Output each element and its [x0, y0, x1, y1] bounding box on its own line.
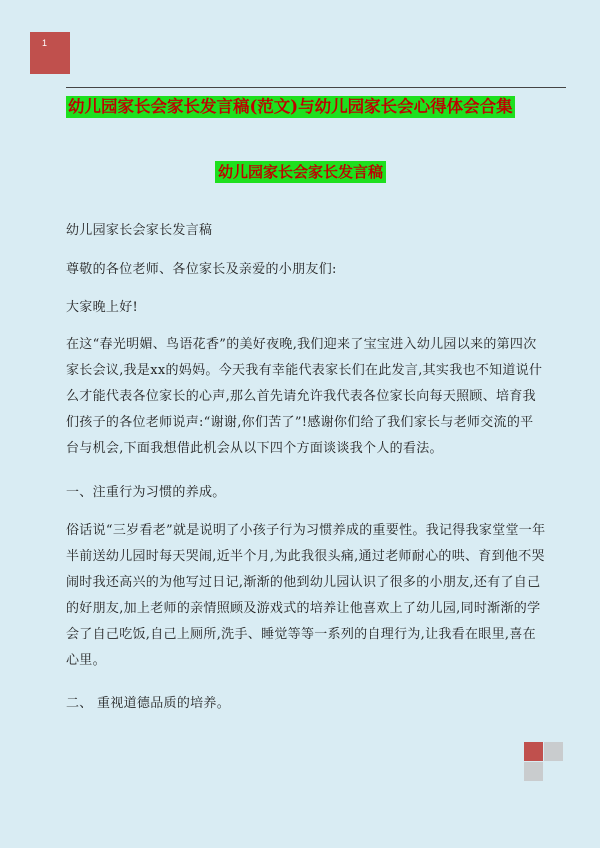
paragraph-salutation: 尊敬的各位老师、各位家长及亲爱的小朋友们: — [66, 262, 337, 277]
page-number-badge — [30, 32, 70, 74]
paragraph-habits: 俗话说“三岁看老”就是说明了小孩子行为习惯养成的重要性。我记得我家堂堂一年半前送幼儿园时每天哭闹,近半个月,为此我很头痛,通过老师耐心的哄、育到他不哭闹时我还高兴的为他写过日记,渐渐的他到幼儿园认识了很多的小朋友,还有了自己的好朋友,加上老师的亲情照顾及游戏式的培养让他喜欢上了幼儿园,同时渐渐的学会了自己吃饭,自己上厕所,洗手、睡觉等等一系列的自理行为,让我看在眼里,喜在心里。 — [66, 523, 546, 668]
section-heading-1: 一、注重行为习惯的养成。 — [66, 485, 226, 500]
corner-decoration-gray — [544, 742, 563, 761]
corner-decoration-gray-bottom — [524, 762, 543, 781]
paragraph-intro: 在这“春光明媚、鸟语花香”的美好夜晚,我们迎来了宝宝进入幼儿园以来的第四次家长会议,我是xx的妈妈。今天我有幸能代表家长们在此发言,其实我也不知道说什么才能代表各位家长的心声,那么首先请允许我代表各位家长向每天照顾、培育我们孩子的各位老师说声:“谢谢,你们苦了”!感谢你们给了我们家长与老师交流的平台与机会,下面我想借此机会从以下四个方面谈谈我个人的看法。 — [66, 337, 543, 456]
document-title: 幼儿园家长会家长发言稿(范文)与幼儿园家长会心得体会合集 — [68, 97, 513, 116]
corner-decoration-red — [524, 742, 543, 761]
section-heading-2: 二、 重视道德品质的培养。 — [66, 696, 231, 711]
page-number: 1 — [42, 38, 48, 48]
paragraph-greeting: 大家晚上好! — [66, 300, 139, 315]
header-divider — [66, 87, 566, 88]
paragraph-heading: 幼儿园家长会家长发言稿 — [66, 223, 213, 238]
section-title: 幼儿园家长会家长发言稿 — [215, 161, 386, 183]
